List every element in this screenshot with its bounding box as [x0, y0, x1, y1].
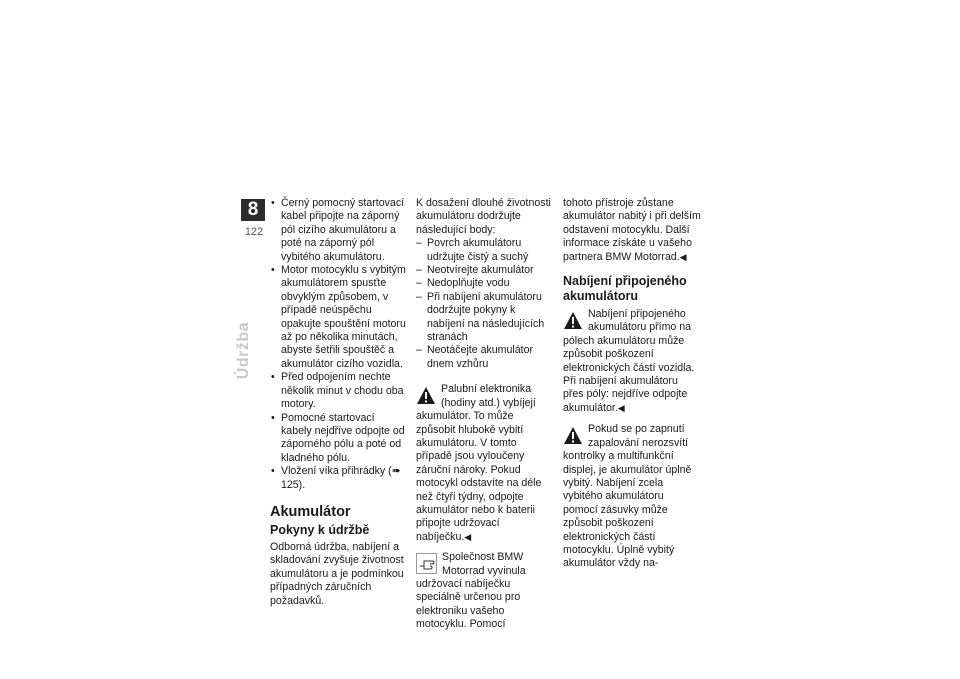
- list-item: – Neotvírejte akumulátor: [416, 264, 554, 277]
- paragraph: [563, 197, 701, 264]
- info-note: [416, 551, 554, 631]
- column-2: [416, 197, 554, 632]
- info-text: Společnost BMW Motorrad vyvinula udržovací nabíječku speciálně určenou pro elektroniku vašeho motocyklu. Pomocí: [416, 551, 526, 631]
- page-number: 122: [244, 226, 264, 238]
- warning-triangle-icon: [416, 385, 436, 405]
- chapter-number: 8: [241, 199, 265, 221]
- list-item: – Povrch akumulátoru udržujte čistý a suchý: [416, 237, 554, 264]
- end-mark: ◀: [617, 402, 625, 413]
- column-1: [270, 197, 408, 608]
- list-item: • Vložení víka přihrádky (➠ 125).: [270, 465, 408, 492]
- list-item: • Před odpojením nechte několik minut v chodu oba motory.: [270, 371, 408, 411]
- list-item: • Motor motocyklu s vybitým akumulátorem spusťte obvyklým způsobem, v případě neúspěchu opakujte spouštění motoru až po několika minutách, abyste šetřili spouštěč a akumulátor cizího vozidla.: [270, 264, 408, 371]
- paragraph: [563, 388, 701, 415]
- list-item: – Neotáčejte akumulátor dnem vzhůru: [416, 344, 554, 371]
- list-item: – Při nabíjení akumulátoru dodržujte pokyny k nabíjení na následujících stranách: [416, 291, 554, 345]
- end-mark: ◀: [679, 251, 687, 262]
- bullet-list: [270, 197, 408, 492]
- chapter-title: Údržba: [235, 322, 252, 380]
- section-heading: Akumulátor: [270, 503, 351, 520]
- list-item: – Nedoplňujte vodu: [416, 277, 554, 290]
- warning-text: Pokud se po zapnutí zapalování nerozsvítí kontrolky a multifunkční displej, je akumulátor úplně vybitý. Nabíjení zcela vybitého akumulátoru pomocí zásuvky může způsobit poškození elektronických částí motocyklu. Úplně vybitý akumulátor vždy na-: [563, 423, 692, 570]
- warning-note: [416, 383, 554, 544]
- paragraph: Odborná údržba, nabíjení a skladování zvyšuje životnost akumulátoru a je podmínkou případných záručních požadavků.: [270, 540, 404, 607]
- list-item: • Černý pomocný startovací kabel připojte na záporný pól cizího akumulátoru a poté na záporný pól vybitého akumulátoru.: [270, 197, 408, 264]
- end-mark: ◀: [464, 531, 472, 542]
- warning-triangle-icon: [563, 310, 583, 330]
- warning-note: [563, 423, 701, 570]
- paragraph-text: tohoto přístroje zůstane akumulátor nabitý i při delším odstavení motocyklu. Další informace získáte u vašeho partnera BMW Motorrad.: [563, 197, 701, 263]
- column-3: [563, 197, 701, 571]
- hand-info-icon: [416, 553, 437, 574]
- paragraph: K dosažení dlouhé životnosti akumulátoru dodržujte následující body:: [416, 197, 551, 236]
- subsection-heading: Pokyny k údržbě: [270, 522, 370, 537]
- list-item: • Pomocné startovací kabely nejdříve odpojte od záporného pólu a poté od kladného pólu.: [270, 412, 408, 466]
- warning-note: [563, 308, 701, 375]
- warning-text: Palubní elektronika (hodiny atd.) vybíjejí akumulátor. To může způsobit hlubokě vybití akumulátoru. V tomto případě jsou vyloučeny záruční nároky. Pokud motocykl odstavíte na déle než čtyři týdny, odpojte akumulátor nebo k baterii připojte udržovací nabíječku.: [416, 383, 542, 543]
- paragraph-text: přes póly: nejdříve odpojte akumulátor.: [563, 388, 688, 414]
- warning-text: Nabíjení připojeného akumulátoru přímo na pólech akumulátoru může způsobit poškození elektronických částí vozidla.: [563, 308, 695, 374]
- dash-list: [416, 237, 554, 371]
- paragraph: Při nabíjení akumulátoru: [563, 375, 678, 388]
- subsection-heading: Nabíjení připojeného akumulátoru: [563, 274, 687, 304]
- warning-triangle-icon: [563, 425, 583, 445]
